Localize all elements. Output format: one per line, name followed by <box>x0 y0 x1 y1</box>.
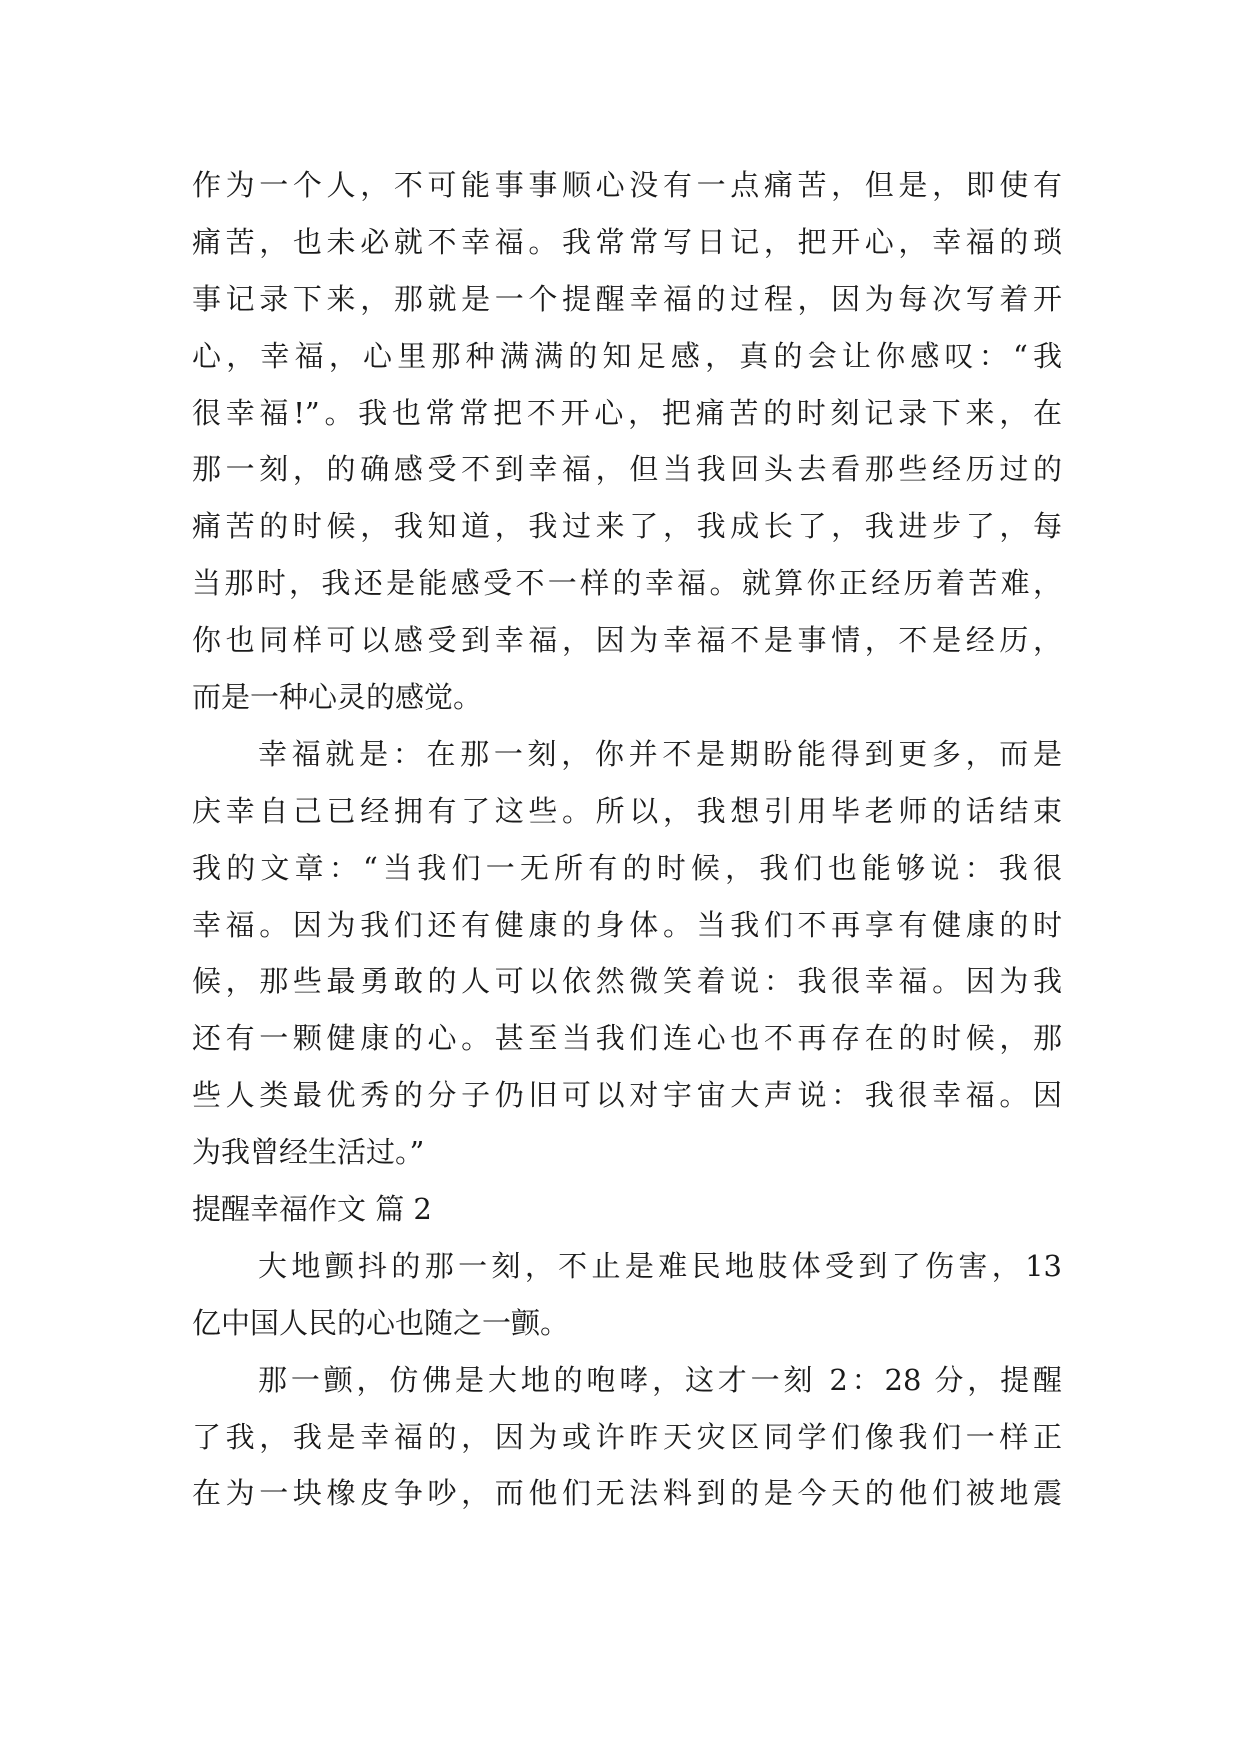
paragraph-1 <box>192 157 1062 726</box>
text-line: 痛苦的时候，我知道，我过来了，我成长了，我进步了，每 <box>192 509 1062 544</box>
text-line: 心，幸福，心里那种满满的知足感，真的会让你感叹：“我 <box>192 338 1062 373</box>
text-line: 而是一种心灵的感觉。 <box>192 680 483 715</box>
text-line: 大地颤抖的那一刻，不止是难民地肢体受到了伤害，13 <box>258 1248 1062 1283</box>
text-line: 你也同样可以感受到幸福，因为幸福不是事情，不是经历， <box>192 623 1062 658</box>
text-line: 在为一块橡皮争吵，而他们无法料到的是今天的他们被地震 <box>192 1476 1062 1511</box>
text-line: 事记录下来，那就是一个提醒幸福的过程，因为每次写着开 <box>192 281 1062 316</box>
heading-text: 提醒幸福作文 篇 2 <box>192 1192 432 1227</box>
text-line: 我的文章：“当我们一无所有的时候，我们也能够说：我很 <box>192 850 1062 885</box>
text-line: 还有一颗健康的心。甚至当我们连心也不再存在的时候，那 <box>192 1021 1062 1056</box>
text-line: 作为一个人，不可能事事顺心没有一点痛苦，但是，即使有 <box>192 168 1062 202</box>
text-line: 当那时，我还是能感受不一样的幸福。就算你正经历着苦难， <box>192 566 1062 601</box>
paragraph-2 <box>192 726 1062 1181</box>
text-line: 幸福。因为我们还有健康的身体。当我们不再享有健康的时 <box>192 907 1062 942</box>
text-line: 很幸福!”。我也常常把不开心，把痛苦的时刻记录下来，在 <box>192 395 1062 430</box>
document-body <box>192 157 1062 1522</box>
text-line: 痛苦，也未必就不幸福。我常常写日记，把开心，幸福的琐 <box>192 224 1062 259</box>
text-line: 候，那些最勇敢的人可以依然微笑着说：我很幸福。因为我 <box>192 964 1062 999</box>
text-line: 幸福就是：在那一刻，你并不是期盼能得到更多，而是 <box>258 736 1062 771</box>
paragraph-3 <box>192 1238 1062 1352</box>
text-line: 了我，我是幸福的，因为或许昨天灾区同学们像我们一样正 <box>192 1419 1062 1454</box>
section-heading <box>192 1181 1062 1238</box>
paragraph-4 <box>192 1352 1062 1523</box>
text-line: 为我曾经生活过。” <box>192 1135 425 1170</box>
text-line: 亿中国人民的心也随之一颤。 <box>192 1305 570 1340</box>
text-line: 那一刻，的确感受不到幸福，但当我回头去看那些经历过的 <box>192 452 1062 487</box>
text-line: 些人类最优秀的分子仍旧可以对宇宙大声说：我很幸福。因 <box>192 1078 1062 1113</box>
text-line: 庆幸自己已经拥有了这些。所以，我想引用毕老师的话结束 <box>192 793 1062 828</box>
text-line: 那一颤，仿佛是大地的咆哮，这才一刻 2：28 分，提醒 <box>258 1362 1062 1397</box>
